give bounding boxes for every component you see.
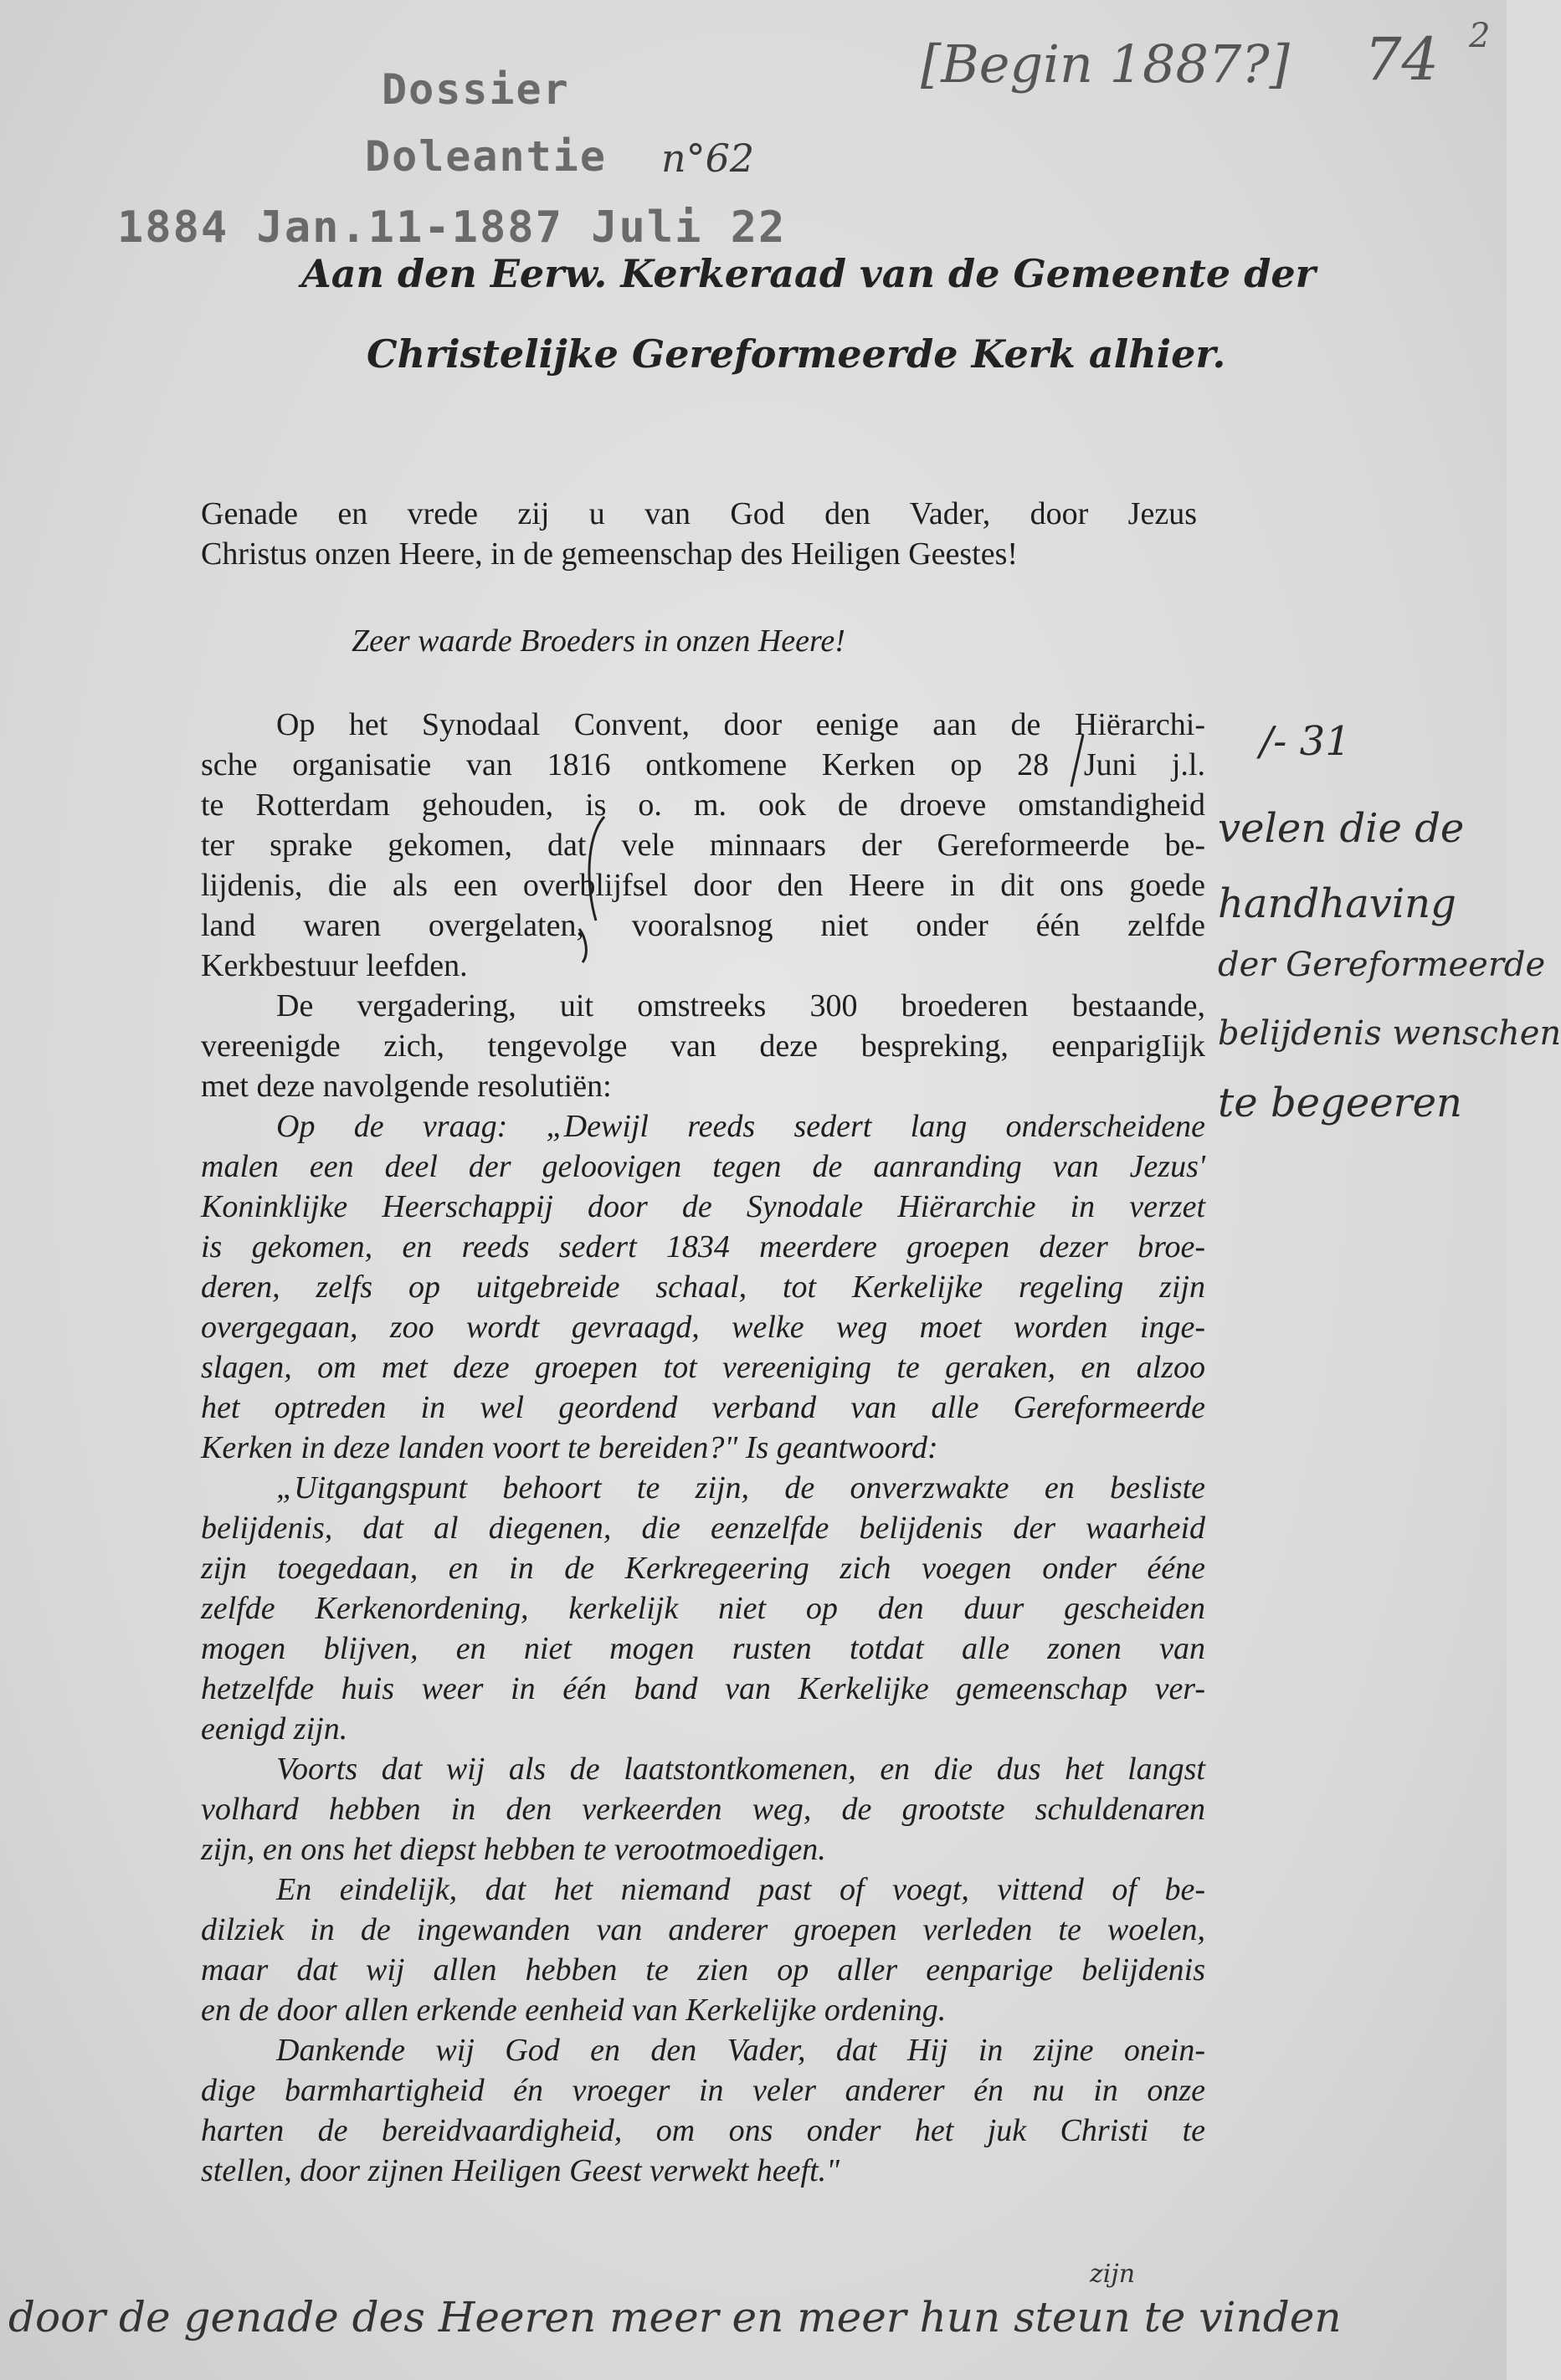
body-line: maar dat wij allen hebben te zien op aller eenparige belijdenis [201,1952,1205,1988]
body-line: Voorts dat wij als de laatstontkomenen, en die dus het langst [276,1752,1205,1787]
body-line: stellen, door zijnen Heiligen Geest verwekt heeft." [201,2153,840,2188]
date-range-stamp: 1884 Jan.11-1887 Juli 22 [117,203,787,253]
margin-note: belijdenis wenschen [1218,1014,1561,1053]
margin-note: velen die de [1218,805,1465,852]
body-line: En eindelijk, dat het niemand past of voegt, vittend of be- [276,1872,1205,1907]
body-line: Dankende wij God en den Vader, dat Hij in zijne onein- [276,2033,1205,2068]
bottom-handwritten-note: door de genade des Heeren meer en meer hun steun te vinden [8,2293,1342,2342]
body-line: Op het Synodaal Convent, door eenige aan de Hiërarchi- [276,707,1205,742]
body-line: vereenigde zich, tengevolge van deze bespreking, eenparigIijk [201,1028,1205,1064]
body-line: harten de bereidvaardigheid, om ons onder het juk Christi te [201,2113,1205,2148]
body-line: zijn, en ons het diepst hebben te verootmoedigen. [201,1832,826,1867]
body-line: Kerkbestuur leefden. [201,948,468,983]
doleantie-stamp: Doleantie [365,132,607,181]
begin-date-handwritten: [Begin 1887?] [921,33,1290,95]
body-line: sche organisatie van 1816 ontkomene Kerken op 28 Juni j.l. [201,747,1205,782]
pencil-bracket-marks [0,0,1507,1004]
margin-note: handhaving [1218,880,1456,927]
body-line: „Uitgangspunt behoort te zijn, de onverzwakte en besliste [276,1470,1205,1505]
body-line: eenigd zijn. [201,1711,348,1747]
body-line: mogen blijven, en niet mogen rusten totdat alle zonen van [201,1631,1205,1666]
body-line: Kerken in deze landen voort te bereiden?" Is geantwoord: [201,1430,938,1465]
greeting-line: Christus onzen Heere, in de gemeenschap des Heiligen Geestes! [201,536,1019,572]
body-line: hetzelfde huis weer in één band van Kerkelijke gemeenschap ver- [201,1671,1205,1706]
page-number-handwritten: 74 [1364,25,1440,94]
address-line-2: Christelijke Gereformeerde Kerk alhier. [367,331,1226,377]
body-line: te Rotterdam gehouden, is o. m. ook de droeve omstandigheid [201,787,1205,823]
body-line: volhard hebben in den verkeerden weg, de grootste schuldenaren [201,1792,1205,1827]
body-line: slagen, om met deze groepen tot vereeniging te geraken, en alzoo [201,1350,1205,1385]
body-line: zijn toegedaan, en in de Kerkregeering zich voegen onder ééne [201,1551,1205,1586]
body-line: het optreden in wel geordend verband van alle Gereformeerde [201,1390,1205,1425]
margin-note: /- 31 [1260,718,1351,765]
body-line: overgegaan, zoo wordt gevraagd, welke weg moet worden inge- [201,1310,1205,1345]
body-line: lijdenis, die als een overblijfsel door den Heere in dit ons goede [201,868,1205,903]
greeting-line: Genade en vrede zij u van God den Vader, door Jezus [201,496,1197,531]
body-line: De vergadering, uit omstreeks 300 broederen bestaande, [276,988,1205,1023]
address-line-1: Aan den Eerw. Kerkeraad van de Gemeente der [301,251,1316,296]
bottom-note-insertion: zijn [1090,2259,1136,2289]
margin-note: der Gereformeerde [1218,946,1546,984]
body-line: Op de vraag: „Dewijl reeds sedert lang onderscheidene [276,1109,1205,1144]
body-line: en de door allen erkende eenheid van Kerkelijke ordening. [201,1993,947,2028]
body-line: malen een deel der geloovigen tegen de aanranding van Jezus' [201,1149,1205,1184]
body-line: Koninklijke Heerschappij door de Synodale Hiërarchie in verzet [201,1189,1205,1224]
salutation: Zeer waarde Broeders in onzen Heere! [352,623,845,659]
body-line: is gekomen, en reeds sedert 1834 meerdere groepen dezer broe- [201,1229,1205,1264]
dossier-stamp: Dossier [382,65,570,114]
body-line: belijdenis, dat al diegenen, die eenzelfde belijdenis der waarheid [201,1511,1205,1546]
body-line: met deze navolgende resolutiën: [201,1069,612,1104]
margin-note: te begeeren [1218,1080,1462,1126]
body-line: ter sprake gekomen, dat vele minnaars der Gereformeerde be- [201,828,1205,863]
page-number-superscript: 2 [1469,17,1491,55]
body-line: deren, zelfs op uitgebreide schaal, tot Kerkelijke regeling zijn [201,1270,1205,1305]
dossier-number-handwritten: n°62 [661,136,755,181]
body-line: zelfde Kerkenordening, kerkelijk niet op den duur gescheiden [201,1591,1205,1626]
body-line: land waren overgelaten, vooralsnog niet onder één zelfde [201,908,1205,943]
body-line: dige barmhartigheid én vroeger in veler anderer én nu in onze [201,2073,1205,2108]
body-line: dilziek in de ingewanden van anderer groepen verleden te woelen, [201,1912,1205,1947]
